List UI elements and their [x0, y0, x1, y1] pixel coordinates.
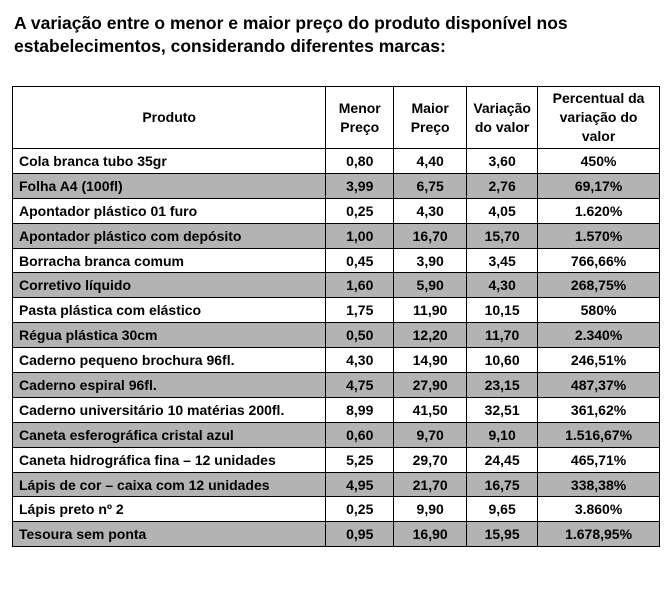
- cell-percentual: 361,62%: [538, 397, 660, 422]
- page-heading: A variação entre o menor e maior preço do produto disponível nos estabelecimentos, considerando diferentes marcas:: [14, 13, 568, 56]
- cell-variacao: 10,60: [467, 348, 538, 373]
- cell-variacao: 3,45: [467, 248, 538, 273]
- cell-produto: Pasta plástica com elástico: [13, 298, 326, 323]
- cell-percentual: 1.516,67%: [538, 422, 660, 447]
- cell-maior: 29,70: [394, 447, 467, 472]
- table-row: [13, 273, 660, 298]
- cell-variacao: 4,30: [467, 273, 538, 298]
- cell-maior: 27,90: [394, 373, 467, 398]
- cell-percentual: 69,17%: [538, 173, 660, 198]
- cell-menor: 0,50: [326, 323, 394, 348]
- table-row: [13, 522, 660, 547]
- cell-produto: Tesoura sem ponta: [13, 522, 326, 547]
- cell-menor: 4,30: [326, 348, 394, 373]
- cell-percentual: 450%: [538, 149, 660, 174]
- cell-variacao: 9,10: [467, 422, 538, 447]
- cell-menor: 8,99: [326, 397, 394, 422]
- cell-maior: 5,90: [394, 273, 467, 298]
- cell-percentual: 246,51%: [538, 348, 660, 373]
- cell-variacao: 15,70: [467, 223, 538, 248]
- cell-produto: Caderno universitário 10 matérias 200fl.: [13, 397, 326, 422]
- cell-produto: Lápis preto nº 2: [13, 497, 326, 522]
- cell-maior: 21,70: [394, 472, 467, 497]
- cell-maior: 3,90: [394, 248, 467, 273]
- table-row: [13, 447, 660, 472]
- cell-percentual: 1.620%: [538, 198, 660, 223]
- cell-percentual: 766,66%: [538, 248, 660, 273]
- table-row: [13, 397, 660, 422]
- cell-maior: 14,90: [394, 348, 467, 373]
- cell-produto: Cola branca tubo 35gr: [13, 149, 326, 174]
- cell-variacao: 32,51: [467, 397, 538, 422]
- cell-percentual: 1.678,95%: [538, 522, 660, 547]
- cell-variacao: 23,15: [467, 373, 538, 398]
- cell-produto: Caneta esferográfica cristal azul: [13, 422, 326, 447]
- cell-produto: Lápis de cor – caixa com 12 unidades: [13, 472, 326, 497]
- cell-menor: 1,00: [326, 223, 394, 248]
- cell-menor: 0,60: [326, 422, 394, 447]
- cell-percentual: 2.340%: [538, 323, 660, 348]
- cell-maior: 16,90: [394, 522, 467, 547]
- table-row: [13, 373, 660, 398]
- cell-menor: 0,25: [326, 497, 394, 522]
- table-header-row: [13, 87, 660, 149]
- cell-percentual: 487,37%: [538, 373, 660, 398]
- header-variacao: Variação do valor: [467, 87, 538, 149]
- cell-menor: 3,99: [326, 173, 394, 198]
- cell-produto: Caderno espiral 96fl.: [13, 373, 326, 398]
- cell-produto: Corretivo líquido: [13, 273, 326, 298]
- table-row: [13, 472, 660, 497]
- cell-produto: Borracha branca comum: [13, 248, 326, 273]
- cell-produto: Caneta hidrográfica fina – 12 unidades: [13, 447, 326, 472]
- cell-variacao: 10,15: [467, 298, 538, 323]
- header-menor-preco: Menor Preço: [326, 87, 394, 149]
- cell-percentual: 580%: [538, 298, 660, 323]
- cell-maior: 41,50: [394, 397, 467, 422]
- cell-menor: 1,60: [326, 273, 394, 298]
- cell-variacao: 15,95: [467, 522, 538, 547]
- cell-variacao: 24,45: [467, 447, 538, 472]
- cell-produto: Apontador plástico 01 furo: [13, 198, 326, 223]
- header-percentual: Percentual da variação do valor: [538, 87, 660, 149]
- cell-maior: 6,75: [394, 173, 467, 198]
- cell-maior: 9,70: [394, 422, 467, 447]
- cell-produto: Apontador plástico com depósito: [13, 223, 326, 248]
- cell-produto: Folha A4 (100fl): [13, 173, 326, 198]
- cell-percentual: 465,71%: [538, 447, 660, 472]
- cell-menor: 0,45: [326, 248, 394, 273]
- cell-menor: 4,95: [326, 472, 394, 497]
- cell-menor: 0,95: [326, 522, 394, 547]
- table-row: [13, 223, 660, 248]
- cell-produto: Régua plástica 30cm: [13, 323, 326, 348]
- cell-menor: 0,25: [326, 198, 394, 223]
- cell-menor: 0,80: [326, 149, 394, 174]
- cell-maior: 16,70: [394, 223, 467, 248]
- table-row: [13, 198, 660, 223]
- table-row: [13, 149, 660, 174]
- header-produto: Produto: [13, 87, 326, 149]
- cell-produto: Caderno pequeno brochura 96fl.: [13, 348, 326, 373]
- table-row: [13, 248, 660, 273]
- cell-maior: 12,20: [394, 323, 467, 348]
- table-row: [13, 348, 660, 373]
- header-maior-preco: Maior Preço: [394, 87, 467, 149]
- table-row: [13, 497, 660, 522]
- table-row: [13, 323, 660, 348]
- cell-variacao: 4,05: [467, 198, 538, 223]
- cell-percentual: 338,38%: [538, 472, 660, 497]
- cell-menor: 4,75: [326, 373, 394, 398]
- cell-menor: 1,75: [326, 298, 394, 323]
- cell-variacao: 11,70: [467, 323, 538, 348]
- cell-variacao: 9,65: [467, 497, 538, 522]
- cell-menor: 5,25: [326, 447, 394, 472]
- cell-variacao: 2,76: [467, 173, 538, 198]
- cell-variacao: 3,60: [467, 149, 538, 174]
- cell-variacao: 16,75: [467, 472, 538, 497]
- cell-maior: 4,30: [394, 198, 467, 223]
- cell-maior: 9,90: [394, 497, 467, 522]
- cell-percentual: 268,75%: [538, 273, 660, 298]
- table-row: [13, 422, 660, 447]
- cell-maior: 11,90: [394, 298, 467, 323]
- cell-percentual: 3.860%: [538, 497, 660, 522]
- cell-percentual: 1.570%: [538, 223, 660, 248]
- cell-maior: 4,40: [394, 149, 467, 174]
- table-row: [13, 298, 660, 323]
- table-row: [13, 173, 660, 198]
- price-variation-table: [12, 86, 660, 547]
